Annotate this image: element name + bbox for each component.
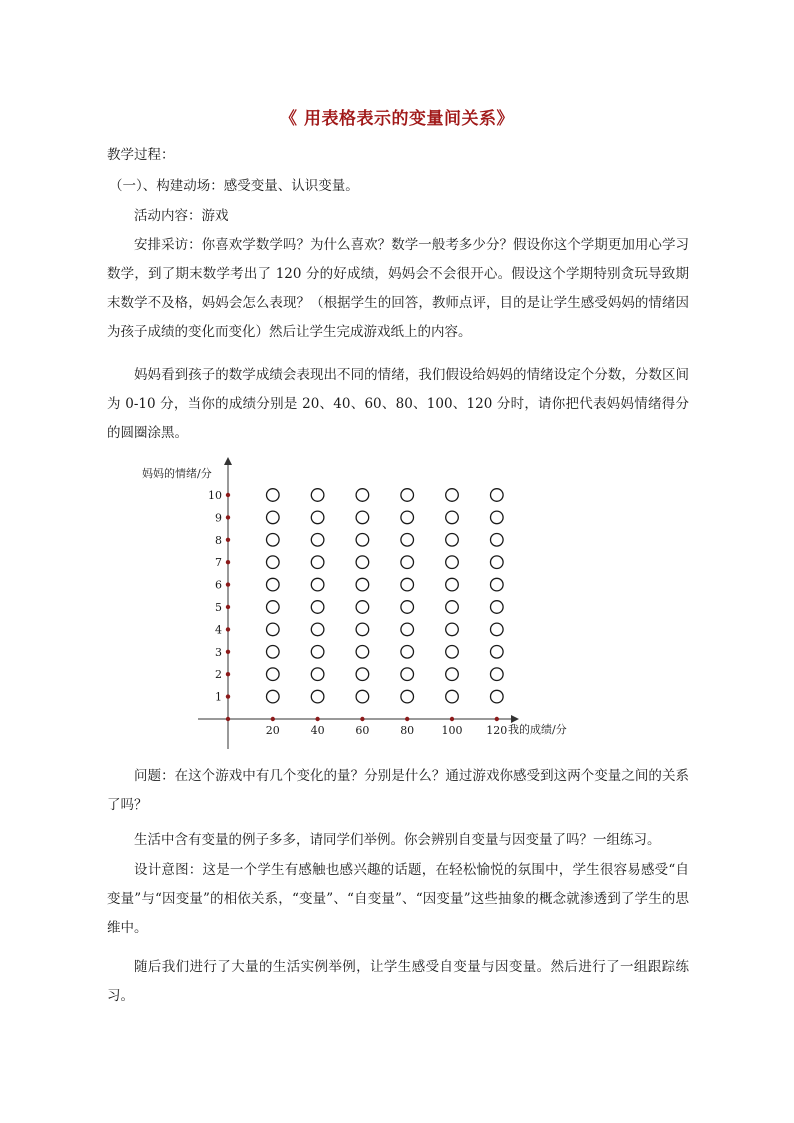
paragraph-interview: 安排采访：你喜欢学数学吗？为什么喜欢？数学一般考多少分？假设你这个学期更加用心学习数学，到了期末数学考出了 120 分的好成绩，妈妈会不会很开心。假设这个学期特别贪玩导致期末数学不及格，妈妈会怎么表现？（根据学生的回答，教师点评，目的是让学生感受妈妈的情绪因为孩子成绩的变化而变化）然后让学生完成游戏纸上的内容。 xyxy=(107,237,689,340)
mood-circle-100-2 xyxy=(446,668,459,681)
mood-circle-20-1 xyxy=(267,690,280,703)
mood-score-chart xyxy=(130,455,600,755)
origin-dot xyxy=(226,717,230,721)
y-tick-label-8: 8 xyxy=(215,533,222,547)
y-tick-dot-2 xyxy=(226,672,230,676)
x-tick-label-40: 40 xyxy=(310,724,325,737)
mood-circle-60-3 xyxy=(356,646,369,659)
mood-circle-100-5 xyxy=(446,601,459,614)
mood-circle-60-6 xyxy=(356,578,369,591)
x-tick-dot-80 xyxy=(405,717,409,721)
mood-circle-120-8 xyxy=(491,534,504,547)
mood-circle-40-2 xyxy=(311,668,324,681)
paragraph-game: 妈妈看到孩子的数学成绩会表现出不同的情绪，我们假设给妈妈的情绪设定个分数，分数区间为 0-10 分，当你的成绩分别是 20、40、60、80、100、120 分时，请你把代表妈妈情绪得分的圆圈涂黑。 xyxy=(107,367,689,441)
mood-circle-60-5 xyxy=(356,601,369,614)
mood-circle-20-2 xyxy=(267,668,280,681)
mood-circle-40-6 xyxy=(311,578,324,591)
y-tick-label-3: 3 xyxy=(215,645,222,659)
mood-circle-60-10 xyxy=(356,489,369,502)
mood-circle-80-7 xyxy=(401,556,414,569)
y-tick-dot-3 xyxy=(226,650,230,654)
mood-circle-120-9 xyxy=(491,511,504,524)
mood-circle-80-9 xyxy=(401,511,414,524)
mood-circle-80-3 xyxy=(401,646,414,659)
x-tick-dot-20 xyxy=(271,717,275,721)
mood-circle-40-7 xyxy=(311,556,324,569)
y-tick-dot-5 xyxy=(226,605,230,609)
mood-circle-60-9 xyxy=(356,511,369,524)
mood-circle-40-10 xyxy=(311,489,324,502)
subheading: （一）、构建动场：感受变量、认识变量。 xyxy=(109,178,359,194)
mood-circle-120-2 xyxy=(491,668,504,681)
mood-circle-80-4 xyxy=(401,623,414,636)
document-title: 《 用表格表示的变量间关系》 xyxy=(280,109,514,129)
mood-circle-80-2 xyxy=(401,668,414,681)
y-tick-dot-7 xyxy=(226,560,230,564)
mood-circle-40-1 xyxy=(311,690,324,703)
mood-circle-20-4 xyxy=(267,623,280,636)
mood-circle-100-4 xyxy=(446,623,459,636)
mood-circle-20-7 xyxy=(267,556,280,569)
activity-line: 活动内容：游戏 xyxy=(134,208,229,224)
mood-circle-100-6 xyxy=(446,578,459,591)
y-tick-dot-4 xyxy=(226,627,230,631)
mood-circle-100-9 xyxy=(446,511,459,524)
y-tick-label-9: 9 xyxy=(215,511,222,525)
y-tick-label-4: 4 xyxy=(215,623,222,637)
x-tick-dot-60 xyxy=(360,717,364,721)
mood-circle-100-8 xyxy=(446,534,459,547)
mood-circle-60-2 xyxy=(356,668,369,681)
mood-circle-60-7 xyxy=(356,556,369,569)
y-tick-dot-10 xyxy=(226,493,230,497)
x-tick-dot-100 xyxy=(450,717,454,721)
y-tick-label-10: 10 xyxy=(208,489,222,502)
mood-circle-120-7 xyxy=(491,556,504,569)
y-axis-label: 妈妈的情绪/分 xyxy=(142,467,212,480)
mood-circle-60-4 xyxy=(356,623,369,636)
mood-circle-20-10 xyxy=(267,489,280,502)
chart-svg xyxy=(130,455,600,755)
paragraph-followup: 随后我们进行了大量的生活实例举例，让学生感受自变量与因变量。然后进行了一组跟踪练习。 xyxy=(107,959,689,1004)
x-tick-dot-40 xyxy=(315,717,319,721)
y-tick-label-5: 5 xyxy=(215,601,222,614)
mood-circle-80-5 xyxy=(401,601,414,614)
mood-circle-20-6 xyxy=(267,578,280,591)
mood-circle-20-3 xyxy=(267,646,280,659)
mood-circle-120-1 xyxy=(491,690,504,703)
mood-circle-40-8 xyxy=(311,534,324,547)
mood-circle-20-9 xyxy=(267,511,280,524)
y-tick-dot-1 xyxy=(226,694,230,698)
paragraph-design-intent: 设计意图：这是一个学生有感触也感兴趣的话题，在轻松愉悦的氛围中，学生很容易感受“自变量”与“因变量”的相依关系，“变量”、“自变量”、“因变量”这些抽象的概念就渗透到了学生的思维中。 xyxy=(107,862,689,936)
mood-circle-120-10 xyxy=(491,489,504,502)
x-tick-label-80: 80 xyxy=(400,724,415,737)
paragraph-examples: 生活中含有变量的例子多多，请同学们举例。你会辨别自变量与因变量了吗？一组练习。 xyxy=(134,832,661,848)
mood-circle-80-1 xyxy=(401,690,414,703)
mood-circle-120-5 xyxy=(491,601,504,614)
mood-circle-100-10 xyxy=(446,489,459,502)
x-tick-label-60: 60 xyxy=(355,724,370,737)
mood-circle-80-10 xyxy=(401,489,414,502)
mood-circle-100-1 xyxy=(446,690,459,703)
x-tick-label-20: 20 xyxy=(265,724,280,737)
y-tick-dot-9 xyxy=(226,515,230,519)
mood-circle-40-4 xyxy=(311,623,324,636)
x-tick-label-100: 100 xyxy=(441,724,463,737)
mood-circle-40-3 xyxy=(311,646,324,659)
x-axis-label: 我的成绩/分 xyxy=(508,723,567,736)
mood-circle-20-8 xyxy=(267,534,280,547)
y-tick-dot-6 xyxy=(226,582,230,586)
mood-circle-80-8 xyxy=(401,534,414,547)
mood-circle-40-5 xyxy=(311,601,324,614)
y-tick-label-6: 6 xyxy=(215,578,222,592)
mood-circle-40-9 xyxy=(311,511,324,524)
paragraph-question: 问题：在这个游戏中有几个变化的量？分别是什么？通过游戏你感受到这两个变量之间的关系了吗？ xyxy=(107,768,689,813)
mood-circle-100-3 xyxy=(446,646,459,659)
x-tick-label-120: 120 xyxy=(486,724,508,737)
y-tick-label-7: 7 xyxy=(215,556,222,570)
mood-circle-100-7 xyxy=(446,556,459,569)
y-tick-label-1: 1 xyxy=(215,690,222,704)
y-tick-label-2: 2 xyxy=(215,668,222,682)
section-heading: 教学过程： xyxy=(107,147,175,163)
mood-circle-120-6 xyxy=(491,578,504,591)
y-tick-dot-8 xyxy=(226,538,230,542)
mood-circle-80-6 xyxy=(401,578,414,591)
x-tick-dot-120 xyxy=(495,717,499,721)
mood-circle-60-1 xyxy=(356,690,369,703)
mood-circle-60-8 xyxy=(356,534,369,547)
mood-circle-120-3 xyxy=(491,646,504,659)
mood-circle-20-5 xyxy=(267,601,280,614)
mood-circle-120-4 xyxy=(491,623,504,636)
